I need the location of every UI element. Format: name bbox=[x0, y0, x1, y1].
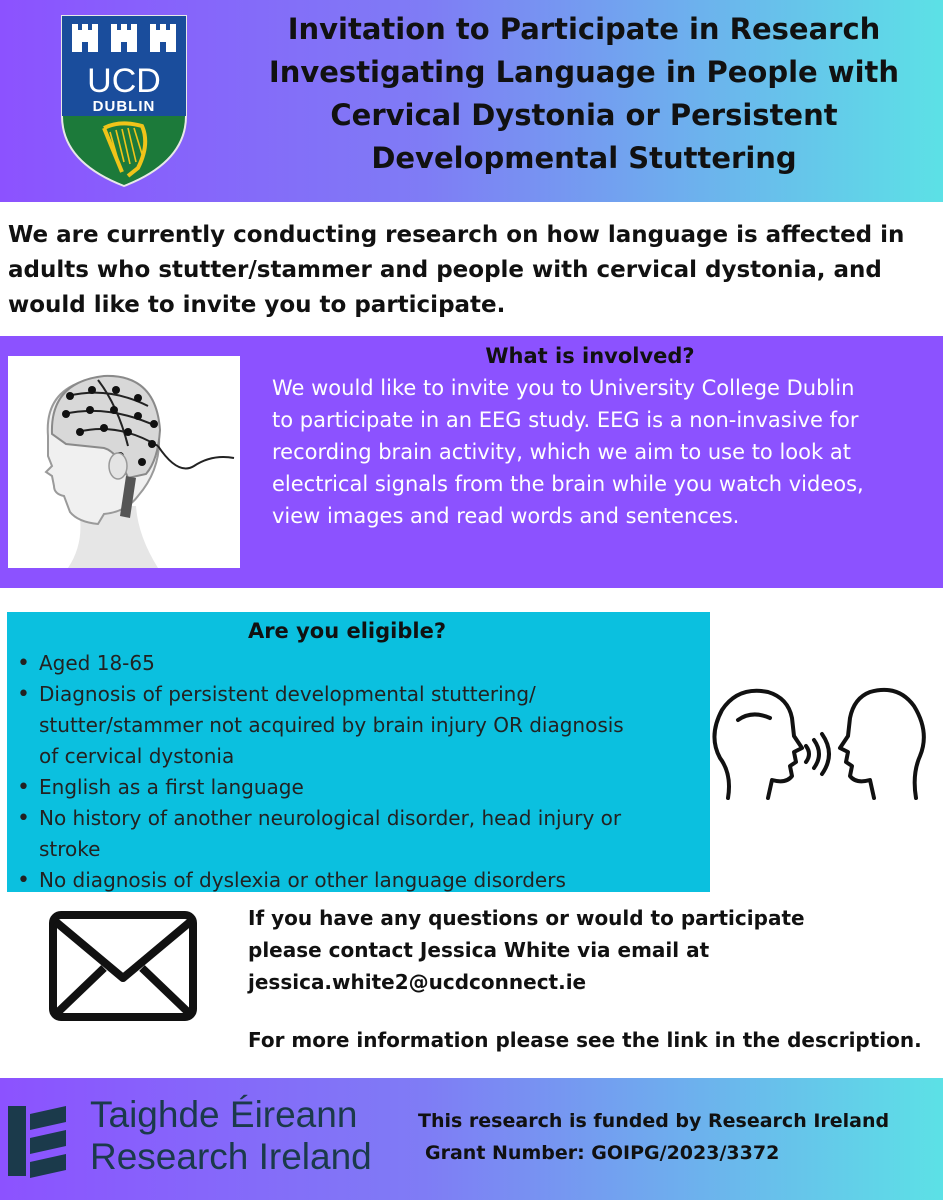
two-heads-speaking-icon bbox=[708, 676, 928, 808]
list-item-line: • Diagnosis of persistent developmental stuttering/ bbox=[39, 682, 536, 706]
list-item-line: • No diagnosis of dyslexia or other language disorders bbox=[39, 868, 566, 892]
list-item-line: • Aged 18-65 bbox=[39, 651, 155, 675]
contact-line: please contact Jessica White via email at bbox=[248, 938, 710, 962]
funding-text: This research is funded by Research Ireland bbox=[418, 1110, 890, 1132]
intro-paragraph bbox=[8, 218, 938, 323]
title-line: Developmental Stuttering bbox=[371, 141, 797, 175]
list-item bbox=[7, 772, 624, 803]
list-item-line: stutter/stammer not acquired by brain injury OR diagnosis bbox=[39, 713, 624, 737]
org-name-english: Research Ireland bbox=[90, 1136, 372, 1177]
crest-ucd-text: UCD bbox=[87, 62, 161, 100]
title-line: Invitation to Participate in Research bbox=[287, 12, 881, 46]
header-banner bbox=[0, 0, 943, 202]
title-line: Cervical Dystonia or Persistent bbox=[330, 98, 838, 132]
research-ireland-logo-icon bbox=[6, 1104, 68, 1178]
envelope-icon bbox=[48, 910, 198, 1022]
list-item bbox=[7, 648, 624, 679]
involved-line: to participate in an EEG study. EEG is a non-invasive for bbox=[272, 408, 859, 432]
list-item-line: • No history of another neurological disorder, head injury or bbox=[39, 806, 622, 830]
involved-line: view images and read words and sentences. bbox=[272, 504, 740, 528]
involved-heading: What is involved? bbox=[485, 344, 695, 368]
contact-email[interactable]: jessica.white2@ucdconnect.ie bbox=[248, 970, 587, 994]
eligibility-heading: Are you eligible? bbox=[247, 619, 447, 643]
eeg-cap-head-icon bbox=[8, 356, 240, 568]
title-line: Investigating Language in People with bbox=[268, 55, 900, 89]
involved-line: recording brain activity, which we aim to use to look at bbox=[272, 440, 851, 464]
eligibility-list bbox=[7, 648, 624, 896]
list-item bbox=[7, 679, 624, 772]
involved-line: electrical signals from the brain while you watch videos, bbox=[272, 472, 864, 496]
list-item bbox=[7, 803, 624, 865]
intro-line: adults who stutter/stammer and people with cervical dystonia, and bbox=[8, 257, 882, 283]
contact-text bbox=[248, 902, 938, 998]
eligibility-section bbox=[7, 612, 710, 892]
involved-section bbox=[0, 336, 943, 588]
list-item bbox=[7, 865, 624, 896]
involved-line: We would like to invite you to University College Dublin bbox=[272, 376, 855, 400]
eeg-image-panel bbox=[8, 356, 240, 568]
list-item-line: stroke bbox=[39, 837, 101, 861]
org-name-irish: Taighde Éireann bbox=[90, 1094, 358, 1135]
list-item-line: of cervical dystonia bbox=[39, 744, 235, 768]
ucd-crest-logo bbox=[58, 12, 190, 190]
list-item-line: • English as a first language bbox=[39, 775, 304, 799]
page-title bbox=[225, 8, 943, 180]
intro-line: would like to invite you to participate. bbox=[8, 292, 506, 318]
intro-line: We are currently conducting research on how language is affected in bbox=[8, 222, 905, 248]
footer-banner bbox=[0, 1078, 943, 1200]
involved-body bbox=[272, 372, 932, 532]
more-info-text: For more information please see the link in the description. bbox=[248, 1028, 922, 1052]
grant-number: Grant Number: GOIPG/2023/3372 bbox=[425, 1142, 780, 1164]
contact-line: If you have any questions or would to participate bbox=[248, 906, 805, 930]
crest-dublin-text: DUBLIN bbox=[92, 98, 156, 115]
